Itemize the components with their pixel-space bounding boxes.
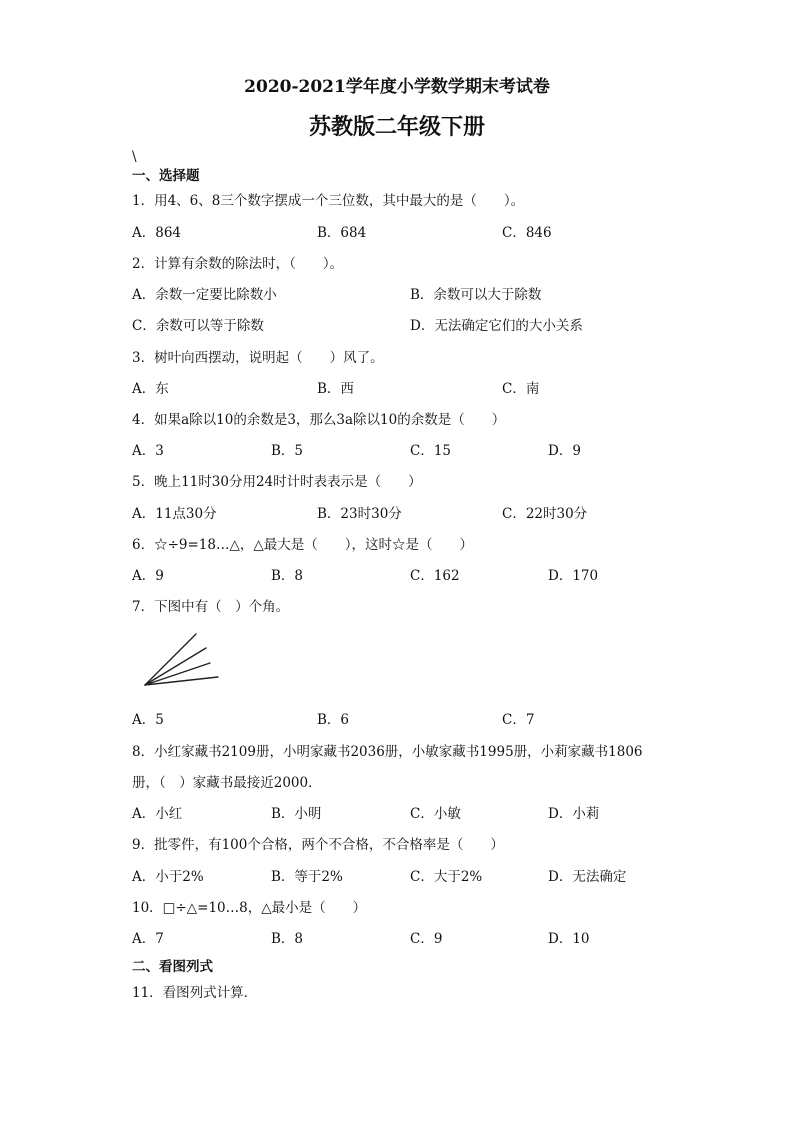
- question-5-option-a: A．11点30分: [132, 506, 217, 522]
- question-1-stem: 1．用4、6、8三个数字摆成一个三位数，其中最大的是（ ）。: [132, 193, 525, 209]
- question-2-option-a: A．余数一定要比除数小: [132, 287, 277, 303]
- question-3-option-a: A．东: [132, 381, 169, 397]
- question-2-option-b: B．余数可以大于除数: [410, 287, 542, 303]
- question-2-stem: 2．计算有余数的除法时，（ ）。: [132, 256, 344, 272]
- question-3-option-c: C．南: [502, 381, 540, 397]
- question-1-option-b: B．684: [317, 225, 367, 241]
- question-10-option-c: C．9: [410, 931, 443, 947]
- exam-subtitle: 苏教版二年级下册: [308, 114, 485, 140]
- question-9-option-c: C．大于2%: [410, 869, 483, 885]
- question-2-option-d: D．无法确定它们的大小关系: [410, 318, 583, 334]
- question-6-option-a: A．9: [132, 568, 164, 584]
- question-10-option-b: B．8: [271, 931, 304, 947]
- question-8-option-b: B．小明: [271, 806, 322, 822]
- question-7-option-a: A．5: [132, 712, 164, 728]
- question-1-option-a: A．864: [132, 225, 182, 241]
- question-9-stem: 9．批零件，有100个合格，两个不合格，不合格率是（ ）: [132, 837, 504, 853]
- question-4-option-b: B．5: [271, 443, 304, 459]
- question-10-option-a: A．7: [132, 931, 164, 947]
- question-11-stem: 11．看图列式计算．: [132, 985, 258, 1001]
- question-6-option-d: D．170: [548, 568, 599, 584]
- question-4-option-a: A．3: [132, 443, 164, 459]
- question-8-stem-line-1: 8．小红家藏书2109册，小明家藏书2036册，小敏家藏书1995册，小莉家藏书1806: [132, 744, 643, 760]
- stray-mark: \: [132, 149, 137, 165]
- question-7-stem: 7．下图中有（ ）个角。: [132, 599, 290, 615]
- question-9-option-b: B．等于2%: [271, 869, 343, 885]
- question-2-option-c: C．余数可以等于除数: [132, 318, 264, 334]
- exam-title: 2020-2021学年度小学数学期末考试卷: [244, 77, 550, 97]
- question-9-option-a: A．小于2%: [132, 869, 204, 885]
- question-8-option-c: C．小敏: [410, 806, 461, 822]
- question-7-option-c: C．7: [502, 712, 535, 728]
- question-8-stem-line-2: 册，（ ）家藏书最接近2000．: [132, 775, 322, 791]
- question-10-stem: 10．□÷△=10…8，△最小是（ ）: [132, 900, 367, 916]
- question-3-option-b: B．西: [317, 381, 354, 397]
- question-3-stem: 3．树叶向西摆动，说明起（ ）风了。: [132, 350, 384, 366]
- question-9-option-d: D．无法确定: [548, 869, 627, 885]
- question-8-option-a: A．小红: [132, 806, 183, 822]
- section-heading-choice: 一、选择题: [132, 168, 200, 184]
- question-5-option-b: B．23时30分: [317, 506, 402, 522]
- question-5-option-c: C．22时30分: [502, 506, 588, 522]
- question-6-option-c: C．162: [410, 568, 460, 584]
- question-4-option-c: C．15: [410, 443, 452, 459]
- question-6-option-b: B．8: [271, 568, 304, 584]
- question-1-option-c: C．846: [502, 225, 552, 241]
- question-8-option-d: D．小莉: [548, 806, 600, 822]
- angle-rays-figure: [142, 630, 226, 692]
- question-7-option-b: B．6: [317, 712, 350, 728]
- question-6-stem: 6．☆÷9=18…△，△最大是（ ），这时☆是（ ）: [132, 537, 473, 553]
- question-4-stem: 4．如果a除以10的余数是3，那么3a除以10的余数是（ ）: [132, 412, 506, 428]
- question-10-option-d: D．10: [548, 931, 590, 947]
- question-5-stem: 5．晚上11时30分用24时计时表表示是（ ）: [132, 474, 422, 490]
- section-heading-picture: 二、看图列式: [132, 959, 213, 975]
- question-4-option-d: D．9: [548, 443, 581, 459]
